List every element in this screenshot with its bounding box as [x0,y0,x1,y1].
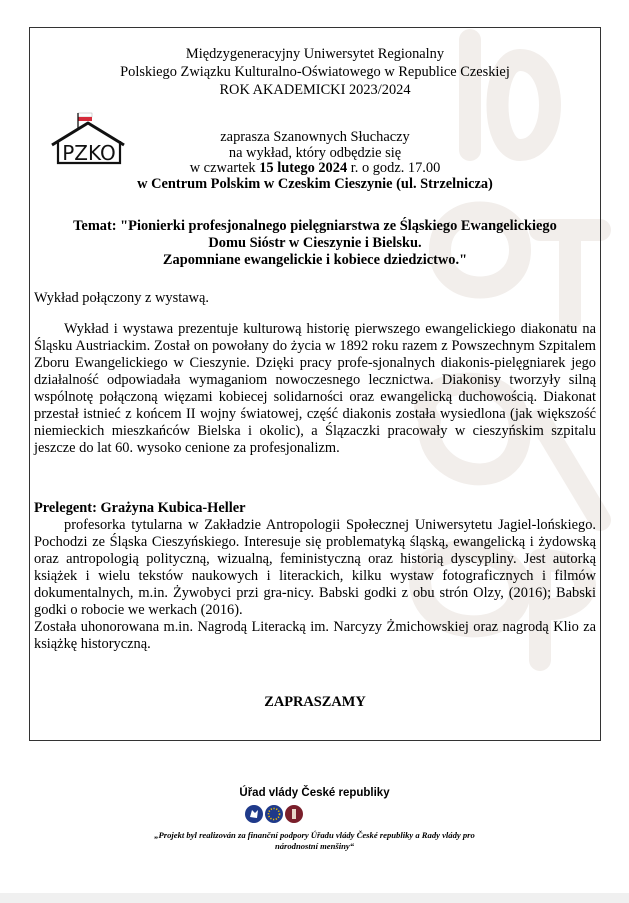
closing-invitation: ZAPRASZAMY [264,694,366,710]
invite-line1: zaprasza Szanownych Słuchaczy [220,129,410,145]
lecture-topic [30,218,600,269]
gov-office-title: Úřad vlády České republiky [239,787,390,799]
project-funding-note [0,830,629,852]
topic-line3: Zapomniane ewangelickie i kobiece dziedzictwo." [162,252,468,268]
speaker-heading: Prelegent: Grażyna Kubica-Heller [34,500,246,516]
lecture-venue: w Centrum Polskim w Czeskim Cieszynie (ul. Strzelnicza) [137,175,493,192]
speaker-section [34,500,596,653]
invitation-details [30,130,600,192]
government-seal-icon [285,805,303,823]
czech-lion-seal-icon [245,805,263,823]
speaker-bio: profesorka tytularna w Zakładzie Antropologii Społecznej Uniwersytetu Jagiel-lońskiego. Pochodzi ze Śląska Cieszyńskiego. Interesuje się problematyką śląską, ewangelicką i żydowską oraz antropologią polityczną, wizualną, feministyczną oraz historią dyscypliny. Jest autorką książek i wielu tekstów naukowych i literackich, kilku wystaw fotograficznych i filmów dokumentalnych, m.in. Żywobyci przi gra-nicy. Babski godki z obu strón Olzy, (2016); Babski godki o robocie we werkach (2016). [34,517,596,618]
eu-stars-seal-icon [265,805,283,823]
logo-text: PZKO [62,141,116,165]
lecture-date: 15 lutego 2024 [259,160,348,176]
organizer-name-line2: Polskiego Związku Kulturalno-Oświatowego w Republice Czeskiej [120,64,510,80]
invite-line2: na wykład, który odbędzie się [228,144,402,161]
project-note-line2: národnostní menšiny“ [274,841,355,851]
project-note-line1: „Projekt byl realizován za finanční podpory Úřadu vlády České republiky a Rady vlády pro [154,830,475,840]
gov-seals [244,804,304,824]
invite-date-line [30,161,600,177]
topic-line2: Domu Sióstr w Cieszynie i Bielsku. [208,235,422,251]
exhibition-note: Wykład połączony z wystawą. [34,290,209,306]
topic-line1: Temat: "Pionierki profesjonalnego pielęgniarstwa ze Śląskiego Ewangelickiego [73,218,557,234]
page-bottom-edge [0,893,629,903]
speaker-awards: Została uhonorowana m.in. Nagrodą Literacką im. Narcyzy Żmichowskiej oraz nagrodą Klio za książkę historyczną. [34,619,596,652]
invitation-frame [29,27,601,741]
lecture-description: Wykład i wystawa prezentuje kulturową historię pierwszego ewangelickiego diakonatu na Śląsku Austriackim. Został on powołany do życia w 1892 roku razem z Powszechnym Szpitalem Zboru Ewangelickiego w Cieszynie. Dzięki pracy profe-sjonalnych diakonis-pielęgniarek jego działalność odpowiadała wymaganiom nowoczesnego lecznictwa. Diakonisy tworzyły silną wspólnotę połączoną więzami kobiecej solidarności oraz ewangelicką duchowością. Diakonat przestał istnieć z końcem II wojny światowej, część diakonis została wysiedlona (jak większość niemieckich mieszkańców Bielska i okolic), a Ślązaczki pracowały w cieszyńskim szpitalu jeszcze do lat 60. wysoko cenione za profesjonalizm. [34,321,596,456]
organizer-name-line1: Międzygeneracyjny Uniwersytet Regionalny [185,46,445,62]
invite-date-prefix: w czwartek [189,160,260,176]
academic-year: ROK AKADEMICKI 2023/2024 [219,82,411,98]
invite-time: r. o godz. 17.00 [347,160,441,176]
